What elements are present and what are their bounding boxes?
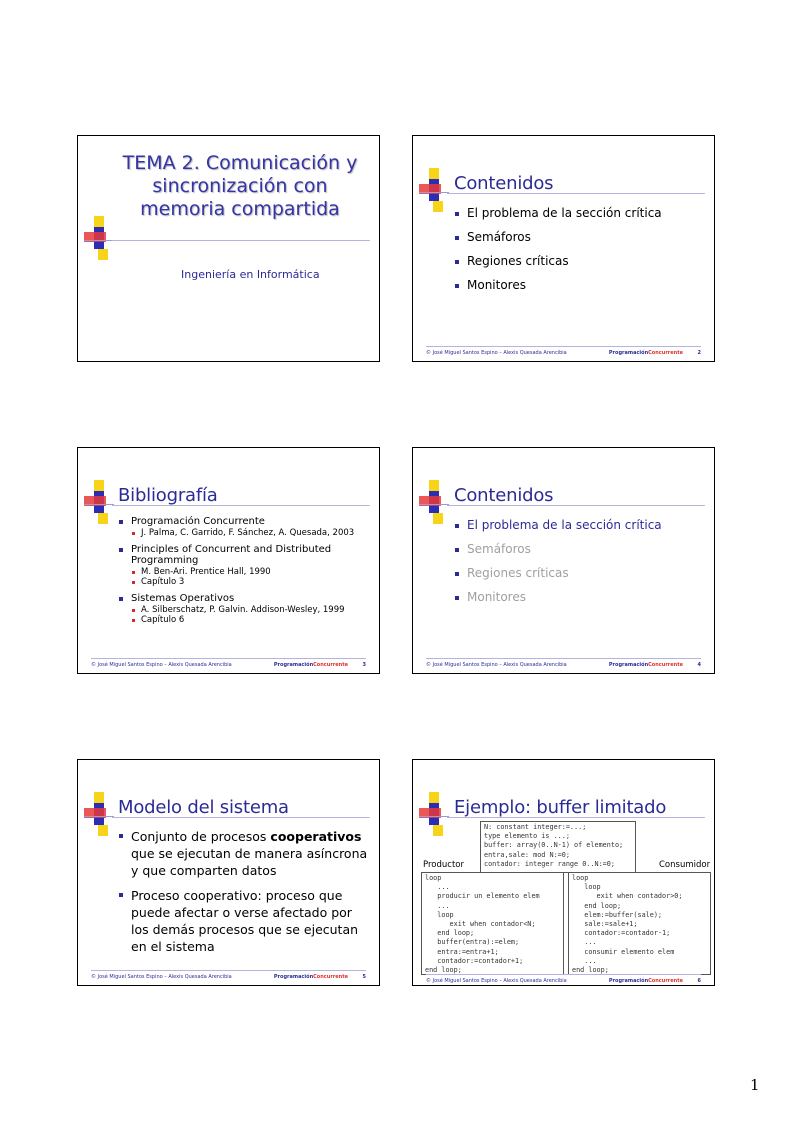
sub-item: M. Ben-Ari. Prentice Hall, 1990 <box>131 568 369 577</box>
sub-item: Capítulo 3 <box>131 578 369 587</box>
slide-title: Contenidos <box>454 485 554 506</box>
slide-5 <box>77 759 380 986</box>
slide-4 <box>412 447 715 674</box>
contents-list <box>455 206 662 302</box>
list-item: Semáforos <box>455 230 662 244</box>
sub-item: A. Silberschatz, P. Galvin. Addison-Wesley, 1999 <box>131 606 369 615</box>
list-item: Regiones críticas <box>455 254 662 268</box>
slide-decoration-icon <box>419 792 449 836</box>
list-item: El problema de la sección crítica <box>455 206 662 220</box>
slide-6 <box>412 759 715 986</box>
slide-footer: © José Miguel Santos Espino – Alexis Quesada Arencibia ProgramaciónConcurrente 6 <box>426 974 701 986</box>
slide-subtitle: Ingeniería en Informática <box>181 268 320 281</box>
slide-2 <box>412 135 715 362</box>
slide-title: Ejemplo: buffer limitado <box>454 797 667 818</box>
producer-label: Productor <box>423 860 464 870</box>
list-item: Regiones críticas <box>455 566 662 580</box>
content-list <box>119 828 371 963</box>
slide-number: 2 <box>697 350 701 356</box>
slide-number: 6 <box>697 978 701 984</box>
slide-3 <box>77 447 380 674</box>
slide-title: Modelo del sistema <box>118 797 289 818</box>
slide-title: TEMA 2. Comunicación y sincronización con memoria compartida <box>122 152 358 220</box>
list-item: Monitores <box>455 278 662 292</box>
consumer-code: loop loop exit when contador>0; end loop; elem:=buffer(sale); sale:=sale+1; contador:=contador-1; ... consumir elemento elem ... end loop; <box>568 872 711 975</box>
sub-item: J. Palma, C. Garrido, F. Sánchez, A. Quesada, 2003 <box>131 529 369 538</box>
contents-list <box>455 518 662 614</box>
slide-decoration-icon <box>84 480 114 524</box>
slide-number: 4 <box>697 662 701 668</box>
slide-footer: © José Miguel Santos Espino – Alexis Quesada Arencibia ProgramaciónConcurrente 2 <box>426 346 701 358</box>
page-number: 1 <box>750 1076 760 1094</box>
producer-code: loop ... producir un elemento elem ... loop exit when contador<N; end loop; buffer(entra):=elem; entra:=entra+1; contador:=contador+1; end loop; <box>421 872 564 975</box>
shared-declarations-code: N: constant integer:=...; type elemento is ...; buffer: array(0..N-1) of elemento; entra,sale: mod N:=0; contador: integer range 0..N:=0; <box>480 821 636 873</box>
slide-1 <box>77 135 380 362</box>
list-item: Conjunto de procesos cooperativos que se ejecutan de manera asíncrona y que comparten datos <box>119 828 371 879</box>
list-item: Proceso cooperativo: proceso que puede afectar o verse afectado por los demás procesos que se ejecutan en el sistema <box>119 887 371 955</box>
slide-number: 3 <box>362 662 366 668</box>
slide-title: Bibliografía <box>118 485 218 506</box>
list-item: Programación Concurrente J. Palma, C. Garrido, F. Sánchez, A. Quesada, 2003 <box>119 516 369 538</box>
slide-decoration-icon <box>419 480 449 524</box>
slide-footer: © José Miguel Santos Espino – Alexis Quesada Arencibia ProgramaciónConcurrente 4 <box>426 658 701 670</box>
list-item: Monitores <box>455 590 662 604</box>
list-item: Sistemas Operativos A. Silberschatz, P. Galvin. Addison-Wesley, 1999 Capítulo 6 <box>119 593 369 625</box>
bibliography-list <box>119 516 369 628</box>
list-item: Principles of Concurrent and Distributed Programming M. Ben-Ari. Prentice Hall, 1990 Capítulo 3 <box>119 544 369 587</box>
slide-decoration-icon <box>419 168 449 212</box>
slide-footer: © José Miguel Santos Espino – Alexis Quesada Arencibia ProgramaciónConcurrente 5 <box>91 970 366 982</box>
list-item: Semáforos <box>455 542 662 556</box>
slide-title: Contenidos <box>454 173 554 194</box>
slide-decoration-icon <box>84 216 114 260</box>
consumer-label: Consumidor <box>659 860 711 870</box>
sub-item: Capítulo 6 <box>131 616 369 625</box>
slide-number: 5 <box>362 974 366 980</box>
slide-decoration-icon <box>84 792 114 836</box>
slide-footer: © José Miguel Santos Espino – Alexis Quesada Arencibia ProgramaciónConcurrente 3 <box>91 658 366 670</box>
list-item-active: El problema de la sección crítica <box>455 518 662 532</box>
